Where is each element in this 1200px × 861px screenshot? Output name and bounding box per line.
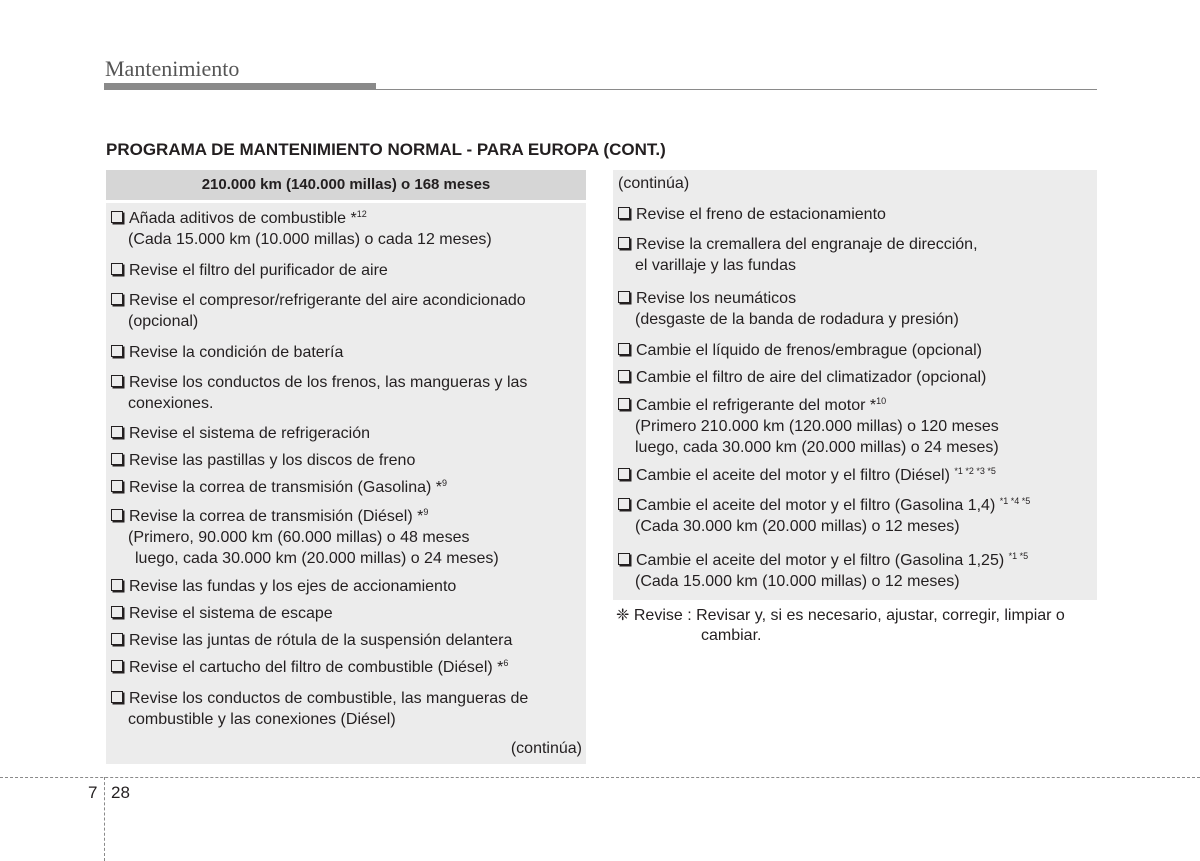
page-number: 28 [111,783,130,802]
list-item: Cambie el líquido de frenos/embrague (opcional) [618,340,982,361]
interval-title: 210.000 km (140.000 millas) o 168 meses [106,170,586,200]
checkbox-icon [618,468,630,480]
list-item: Revise el sistema de escape [111,603,333,624]
checkbox-icon [618,343,630,355]
list-item: Cambie el aceite del motor y el filtro (Gasolina 1,4) $^{*1 *4 *5}$ (Cada 30.000 km (20.000 millas) o 12 meses) [618,495,1030,537]
header-rule-thick [104,83,376,90]
list-item: Revise los conductos de los frenos, las mangueras y las conexiones. [111,372,527,414]
checkbox-icon [111,579,123,591]
checkbox-icon [111,509,123,521]
header-rule-thin [376,89,1097,90]
list-item: Revise la correa de transmisión (Gasolina) *$^9$ [111,477,447,498]
list-item: Revise la condición de batería [111,342,343,363]
checkbox-icon [111,375,123,387]
list-item: Revise la cremallera del engranaje de dirección, el varillaje y las fundas [618,234,978,276]
checkbox-icon [111,453,123,465]
checkbox-icon [111,480,123,492]
section-title: Mantenimiento [105,56,240,81]
checkbox-icon [618,291,630,303]
checkbox-icon [111,263,123,275]
list-item: Revise el freno de estacionamiento [618,204,886,225]
checkbox-icon [618,370,630,382]
checkbox-icon [111,633,123,645]
list-item: Revise los conductos de combustible, las mangueras de combustible y las conexiones (Diésel) [111,688,528,730]
column-divider [106,200,586,203]
list-item: Revise la correa de transmisión (Diésel) *$^9$ (Primero, 90.000 km (60.000 millas) o 48 meses luego, cada 30.000 km (20.000 millas) o 24 meses) [111,506,499,569]
checkbox-icon [618,553,630,565]
footnote: ❈ Revise : Revisar y, si es necesario, ajustar, corregir, limpiar o cambiar. [616,607,1065,644]
continues-label: (continúa) [510,740,582,757]
checkbox-icon [111,345,123,357]
checkbox-icon [111,293,123,305]
list-item: Revise las pastillas y los discos de freno [111,450,415,471]
checkbox-icon [618,398,630,410]
checkbox-icon [111,606,123,618]
page-heading: PROGRAMA DE MANTENIMIENTO NORMAL - PARA EUROPA (CONT.) [106,140,666,159]
list-item: Revise el cartucho del filtro de combustible (Diésel) *$^6$ [111,657,508,678]
asterisk-icon: ❈ [616,607,630,624]
list-item: Revise el compresor/refrigerante del aire acondicionado (opcional) [111,290,526,332]
checkbox-icon [111,211,123,223]
list-item: Revise el filtro del purificador de aire [111,260,388,281]
list-item: Revise los neumáticos (desgaste de la banda de rodadura y presión) [618,288,959,330]
list-item: Revise las juntas de rótula de la suspensión delantera [111,630,512,651]
list-item: Cambie el aceite del motor y el filtro (Diésel) $^{*1 *2 *3 *5}$ [618,465,996,486]
list-item: Revise las fundas y los ejes de accionamiento [111,576,456,597]
list-item: Revise el sistema de refrigeración [111,423,370,444]
checkbox-icon [111,691,123,703]
checkbox-icon [111,426,123,438]
checkbox-icon [618,237,630,249]
footer-rule [0,777,1200,778]
footer-vertical-rule [104,777,105,861]
right-column [613,170,1097,600]
list-item: Añada aditivos de combustible *$^{12}$ (Cada 15.000 km (10.000 millas) o cada 12 meses) [111,208,492,250]
checkbox-icon [618,207,630,219]
list-item: Cambie el filtro de aire del climatizador (opcional) [618,367,986,388]
continued-label: (continúa) [618,175,690,192]
chapter-number: 7 [88,783,98,802]
checkbox-icon [618,498,630,510]
left-column [106,170,586,764]
checkbox-icon [111,660,123,672]
list-item: Cambie el aceite del motor y el filtro (Gasolina 1,25) $^{*1 *5}$ (Cada 15.000 km (10.000 millas) o 12 meses) [618,550,1028,592]
list-item: Cambie el refrigerante del motor *$^{10}$ (Primero 210.000 km (120.000 millas) o 120 meses luego, cada 30.000 km (20.000 millas) o 24 meses) [618,395,999,458]
